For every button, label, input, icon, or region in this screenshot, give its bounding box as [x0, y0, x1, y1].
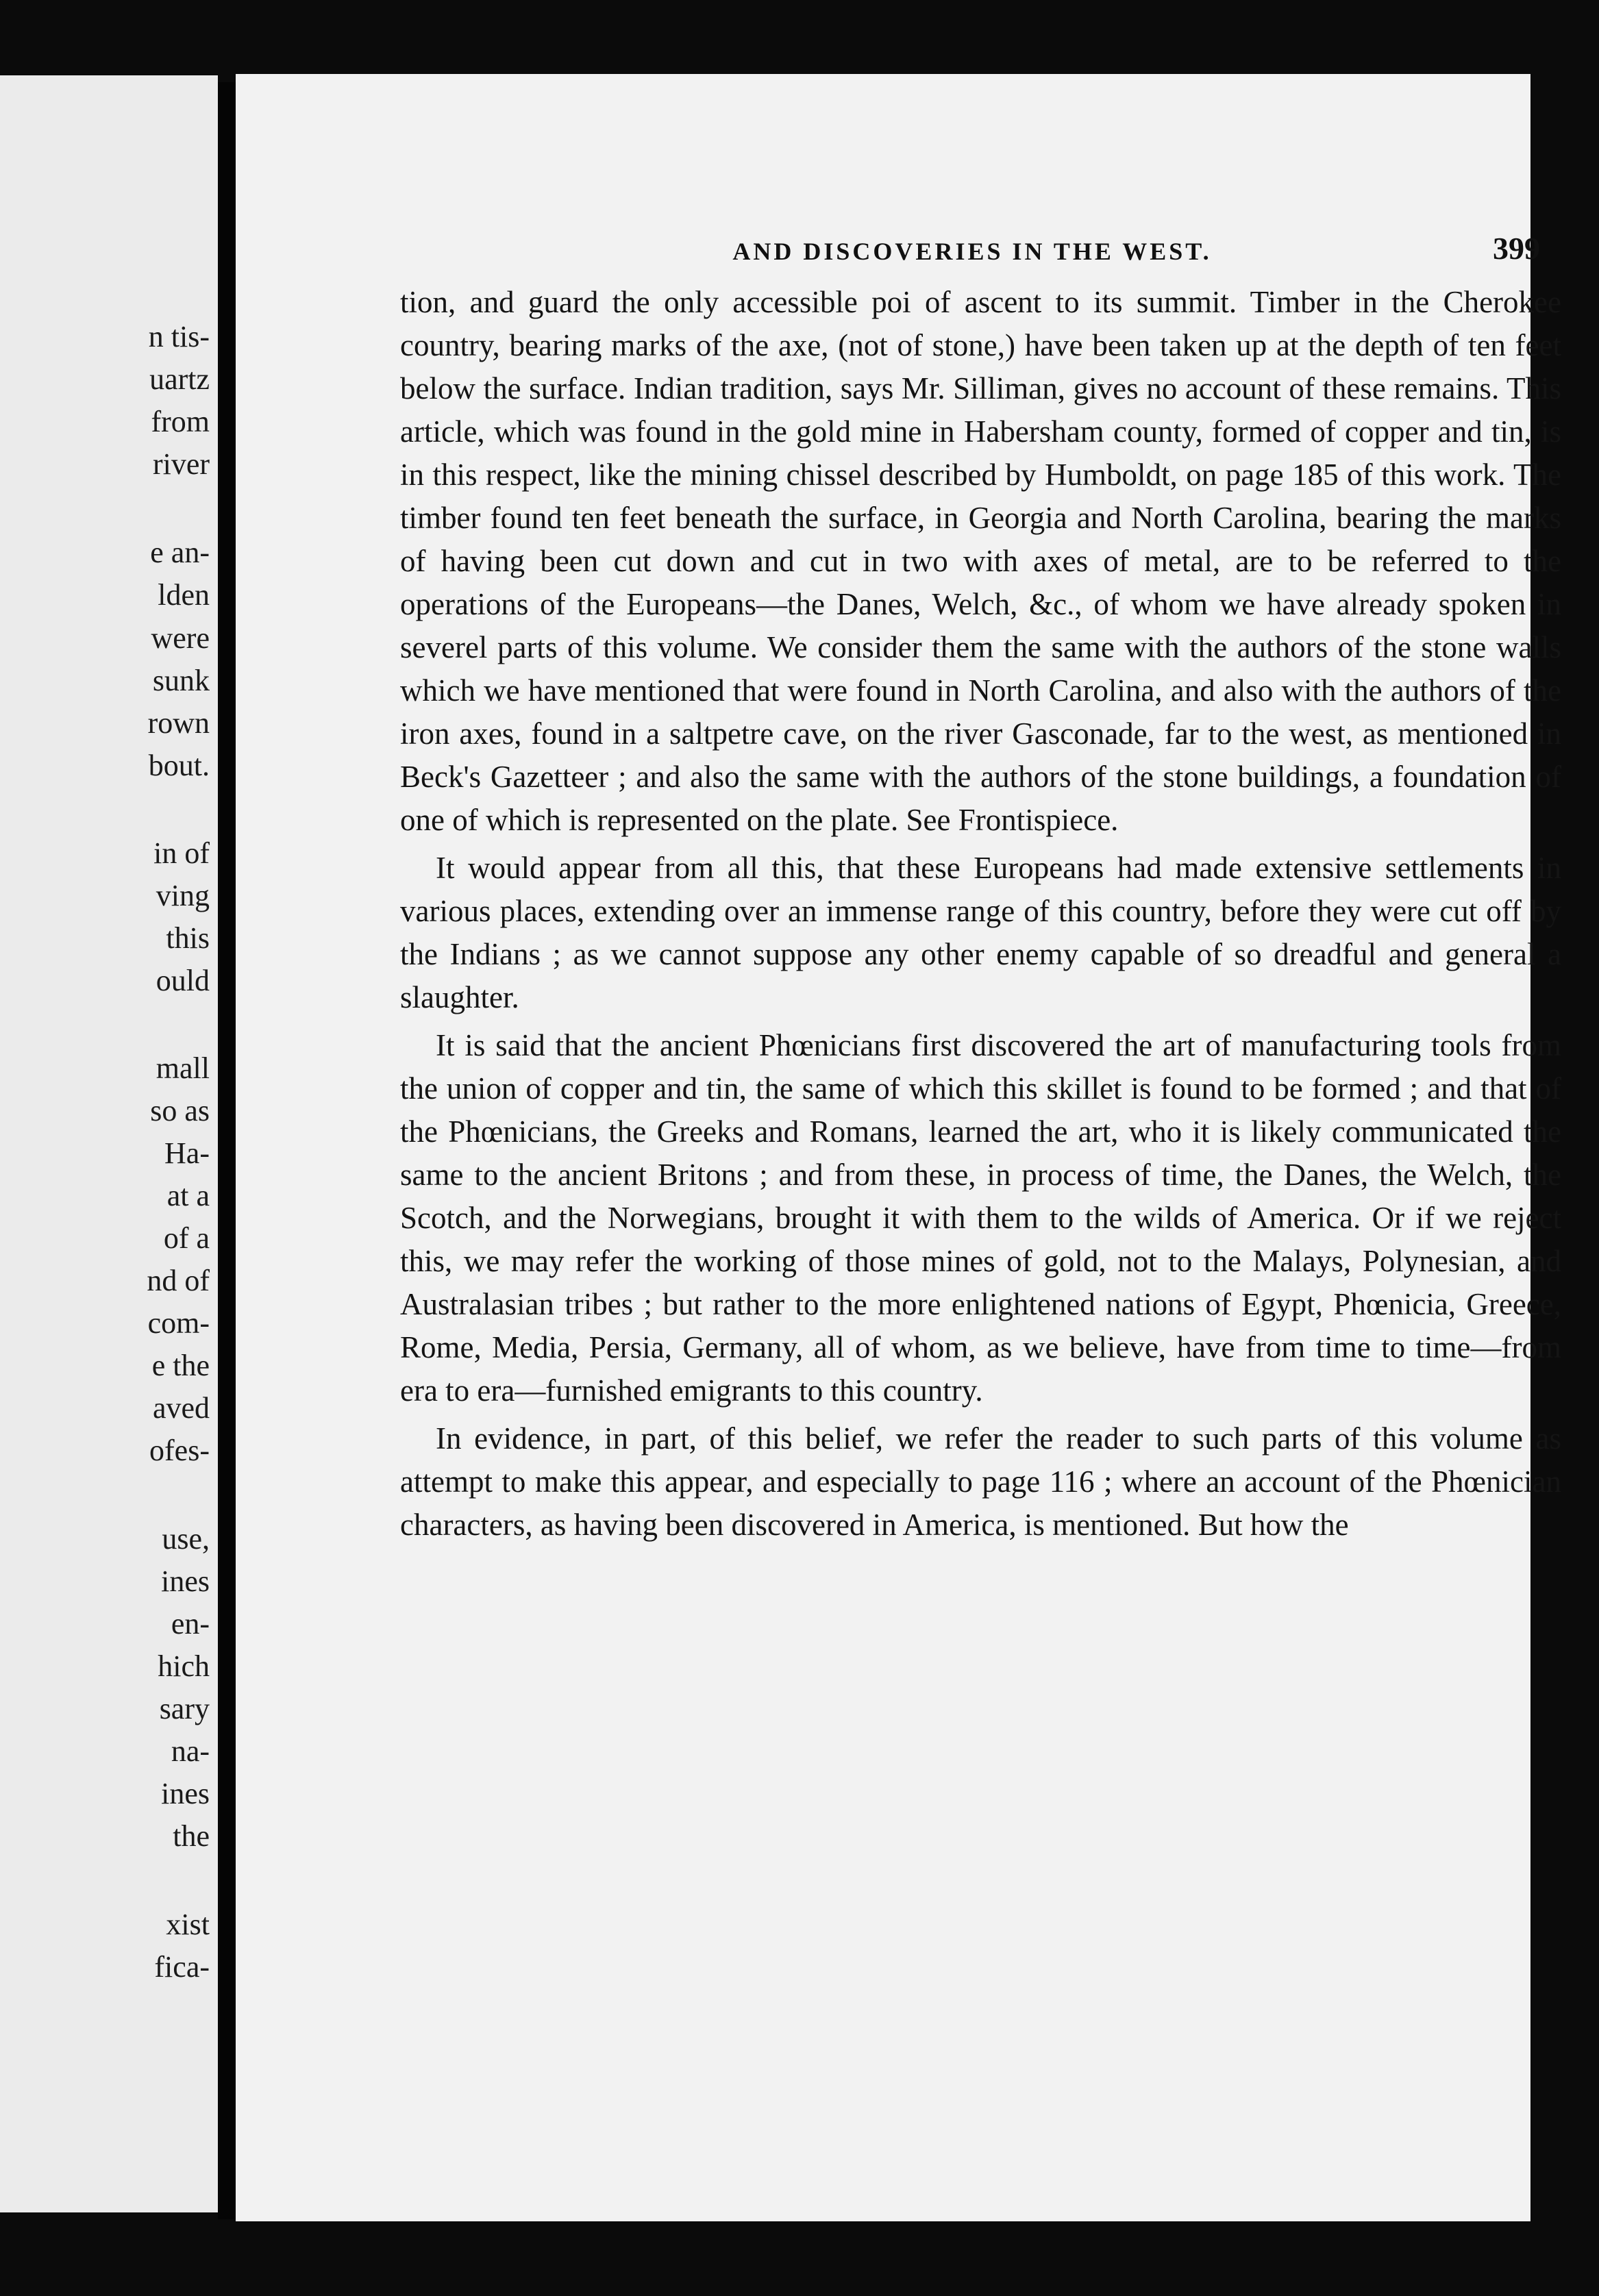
paragraph: In evidence, in part, of this belief, we refer the reader to such parts of this volume as attempt to make this appear, and especially to page 116 ; where an account of the Phœnician characters, as having been discovered in America, is mentioned. But how the — [400, 1421, 1561, 1542]
facing-page-line: com- — [147, 1306, 210, 1340]
page-body — [400, 281, 1561, 1551]
facing-page-line: na- — [171, 1734, 210, 1768]
facing-page-line: in of — [153, 836, 210, 870]
facing-page-line: nd of — [147, 1264, 210, 1297]
facing-page-fragment — [0, 75, 218, 2212]
facing-page-line: from — [151, 405, 210, 438]
facing-page-line: mall — [156, 1051, 210, 1085]
facing-page-line: n tis- — [148, 320, 210, 353]
facing-page-line: ving — [156, 879, 210, 912]
facing-page-line: ines — [161, 1777, 210, 1810]
facing-page-line: the — [173, 1819, 210, 1853]
facing-page-line: hich — [158, 1649, 210, 1683]
facing-page-line: aved — [152, 1391, 210, 1425]
facing-page-line: e the — [151, 1349, 210, 1382]
book-page — [236, 74, 1561, 2221]
facing-page-line: use, — [162, 1522, 210, 1556]
page-number: 399 — [1493, 231, 1540, 266]
facing-page-line: ofes- — [149, 1434, 210, 1467]
running-head: AND DISCOVERIES IN THE WEST. — [732, 238, 1212, 265]
facing-page-line: sary — [159, 1692, 210, 1725]
paragraph: It would appear from all this, that these Europeans had made extensive settlements in various places, extending over an immense range of this country, before they were cut off by the Indians ; as we cannot suppose any other enemy capable of so dreadful and general a slaughter. — [400, 851, 1561, 1014]
facing-page-line: ines — [161, 1564, 210, 1598]
facing-page-line: of a — [163, 1221, 210, 1255]
facing-page-line: xist — [166, 1908, 210, 1941]
paragraph: tion, and guard the only accessible poi of ascent to its summit. Timber in the Cherokee country, bearing marks of the axe, (not of stone,) have been taken up at the depth of ten feet below the surface. Indian tradition, says Mr. Silliman, gives no account of these remains. This article, which was found in the gold mine in Habersham county, formed of copper and tin, is in this respect, like the mining chissel described by Humboldt, on page 185 of this work. The timber found ten feet beneath the surface, in Georgia and North Carolina, bearing the marks of having been cut down and cut in two with axes of metal, are to be referred to the operations of the Europeans—the Danes, Welch, &c., of whom we have already spoken in severel parts of this volume. We consider them the same with the authors of the stone walls which we have mentioned that were found in North Carolina, and also with the authors of the iron axes, found in a saltpetre cave, on the river Gasconade, far to the west, as mentioned in Beck's Gazetteer ; and also the same with the authors of the stone buildings, a foundation of one of which is represented on the plate. See Frontispiece. — [400, 285, 1561, 837]
facing-page-line: this — [166, 921, 210, 955]
paragraph: It is said that the ancient Phœnicians first discovered the art of manufacturing tools from the union of copper and tin, the same of which this skillet is found to be formed ; and that of the Phœnicians, the Greeks and Romans, learned the art, who it is likely communicated the same to the ancient Britons ; and from these, in process of time, the Danes, the Welch, the Scotch, and the Norwegians, brought it with them to the wilds of America. Or if we reject this, we may refer the working of those mines of gold, not to the Malays, Polynesian, and Australasian tribes ; but rather to the more enlightened nations of Egypt, Phœnicia, Greece, Rome, Media, Persia, Germany, all of whom, as we believe, have from time to time—from era to era—furnished emigrants to this country. — [400, 1028, 1561, 1408]
facing-page-line: bout. — [148, 749, 210, 782]
facing-page-line: lden — [158, 578, 210, 612]
facing-page-line: e an- — [150, 536, 210, 569]
facing-page-line: ould — [156, 964, 210, 997]
facing-page-line: rown — [147, 706, 210, 740]
facing-page-line: sunk — [152, 664, 210, 697]
facing-page-line: were — [151, 621, 210, 655]
facing-page-line: uartz — [149, 362, 210, 396]
facing-page-line: river — [152, 447, 210, 481]
facing-page-line: so as — [150, 1094, 210, 1127]
facing-page-line: at a — [166, 1179, 210, 1212]
facing-page-line: Ha- — [164, 1136, 210, 1170]
facing-page-line: en- — [171, 1607, 210, 1640]
facing-page-line: fica- — [154, 1950, 210, 1984]
